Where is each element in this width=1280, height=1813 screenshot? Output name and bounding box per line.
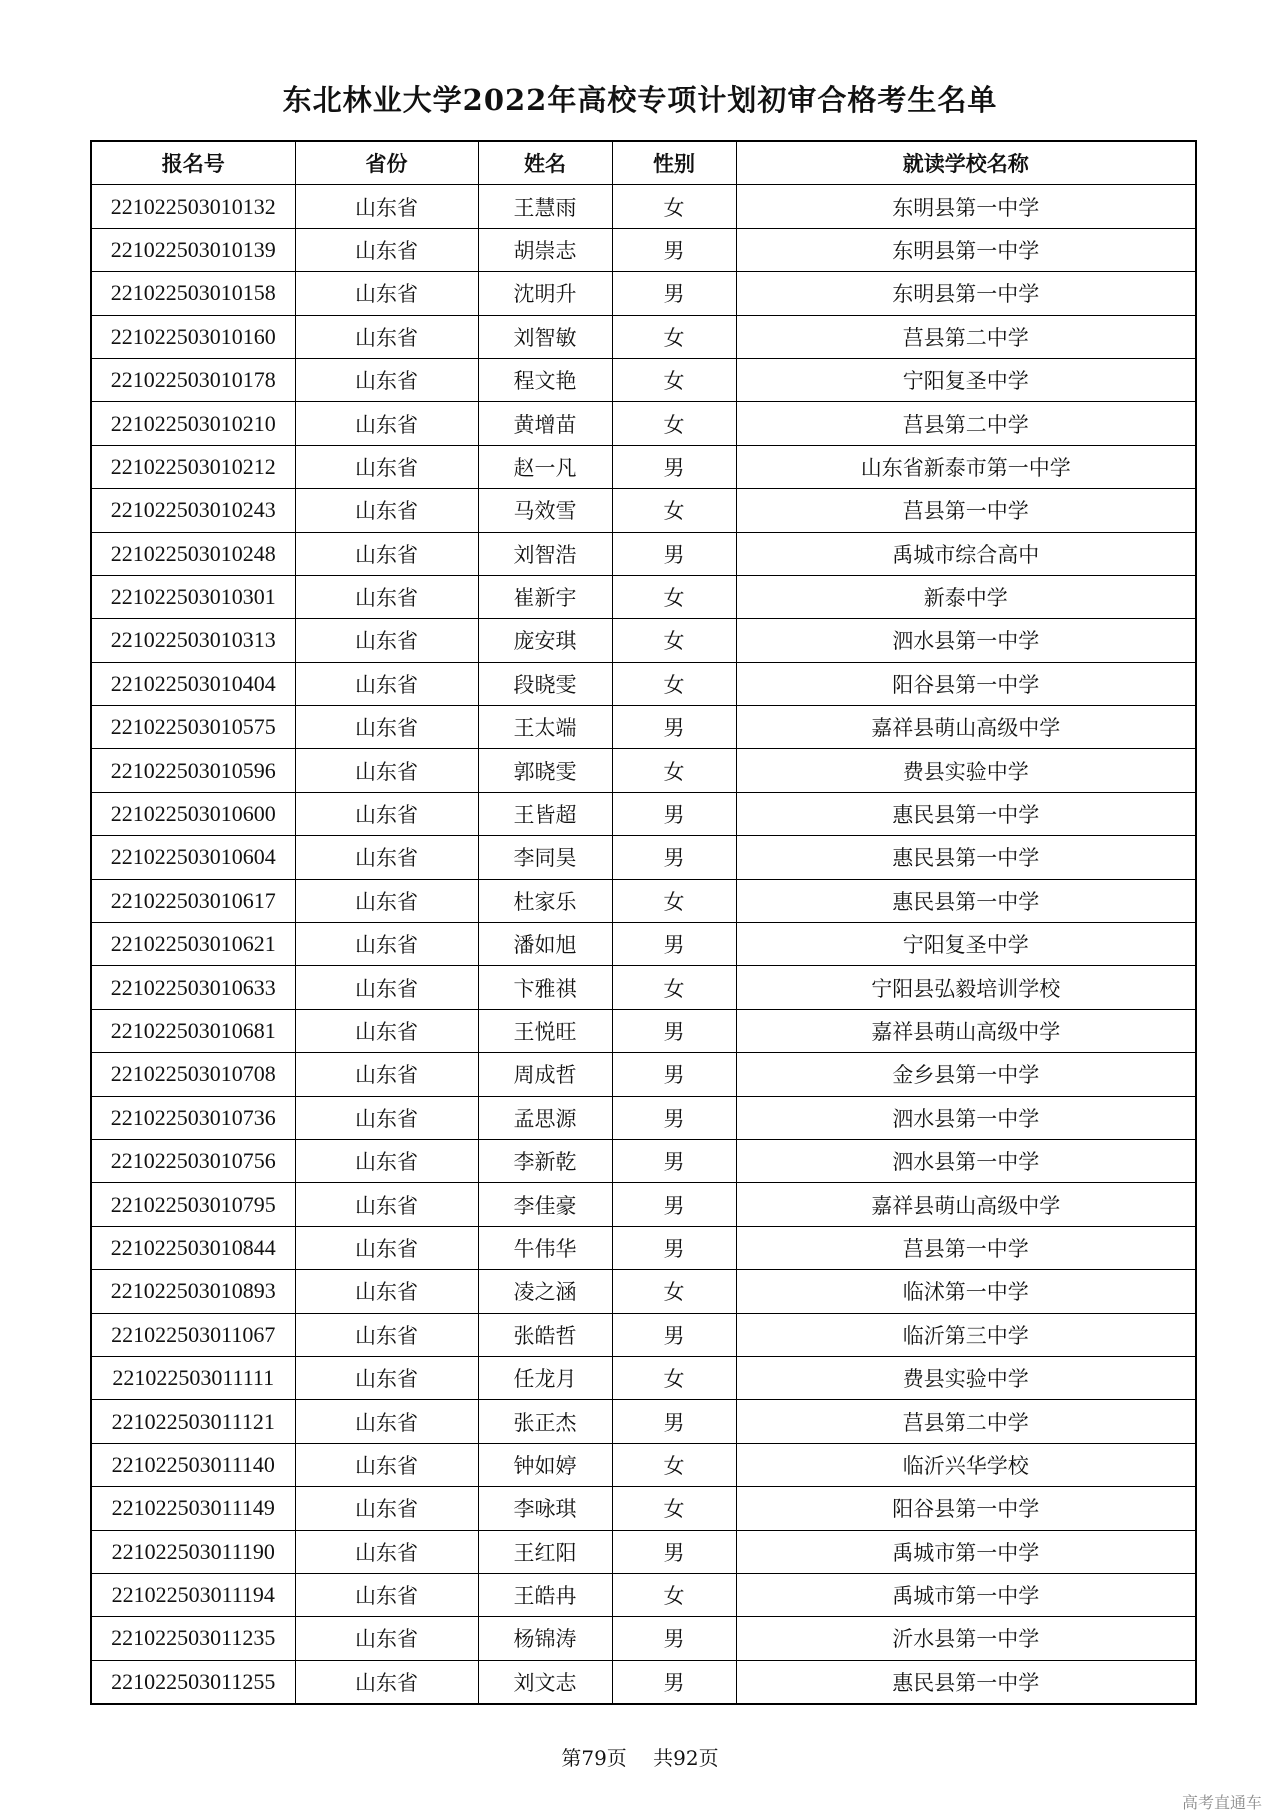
gender-cell: 男 (612, 532, 736, 575)
name-cell: 胡崇志 (478, 228, 612, 271)
registration-number-cell: 221022503010596 (91, 749, 295, 792)
name-cell: 段晓雯 (478, 662, 612, 705)
gender-cell: 男 (612, 445, 736, 488)
school-cell: 莒县第一中学 (736, 489, 1196, 532)
table-row (91, 315, 1196, 358)
registration-number-cell: 221022503010893 (91, 1270, 295, 1313)
table-row (91, 228, 1196, 271)
province-cell: 山东省 (295, 228, 478, 271)
name-cell: 孟思源 (478, 1096, 612, 1139)
province-cell: 山东省 (295, 966, 478, 1009)
name-cell: 刘文志 (478, 1660, 612, 1704)
name-cell: 李同昊 (478, 836, 612, 879)
gender-cell: 男 (612, 1660, 736, 1704)
gender-cell: 女 (612, 1443, 736, 1486)
registration-number-cell: 221022503011235 (91, 1617, 295, 1660)
school-cell: 惠民县第一中学 (736, 836, 1196, 879)
school-cell: 莒县第二中学 (736, 402, 1196, 445)
registration-number-cell: 221022503011190 (91, 1530, 295, 1573)
province-cell: 山东省 (295, 1096, 478, 1139)
page-total: 共92页 (653, 1746, 719, 1770)
province-cell: 山东省 (295, 1530, 478, 1573)
province-cell: 山东省 (295, 662, 478, 705)
table-row (91, 1356, 1196, 1399)
school-cell: 临沂兴华学校 (736, 1443, 1196, 1486)
province-cell: 山东省 (295, 923, 478, 966)
gender-cell: 女 (612, 358, 736, 401)
registration-number-cell: 221022503011121 (91, 1400, 295, 1443)
gender-cell: 女 (612, 185, 736, 228)
province-cell: 山东省 (295, 1660, 478, 1704)
header-province: 省份 (295, 141, 478, 185)
gender-cell: 女 (612, 1270, 736, 1313)
registration-number-cell: 221022503010212 (91, 445, 295, 488)
gender-cell: 男 (612, 1313, 736, 1356)
gender-cell: 男 (612, 1053, 736, 1096)
header-school: 就读学校名称 (736, 141, 1196, 185)
header-gender: 性别 (612, 141, 736, 185)
province-cell: 山东省 (295, 445, 478, 488)
registration-number-cell: 221022503011149 (91, 1487, 295, 1530)
school-cell: 费县实验中学 (736, 749, 1196, 792)
gender-cell: 女 (612, 315, 736, 358)
school-cell: 嘉祥县萌山高级中学 (736, 706, 1196, 749)
name-cell: 李咏琪 (478, 1487, 612, 1530)
school-cell: 阳谷县第一中学 (736, 1487, 1196, 1530)
school-cell: 莒县第二中学 (736, 1400, 1196, 1443)
school-cell: 临沭第一中学 (736, 1270, 1196, 1313)
school-cell: 宁阳县弘毅培训学校 (736, 966, 1196, 1009)
table-row (91, 1139, 1196, 1182)
school-cell: 惠民县第一中学 (736, 879, 1196, 922)
gender-cell: 女 (612, 402, 736, 445)
school-cell: 惠民县第一中学 (736, 1660, 1196, 1704)
province-cell: 山东省 (295, 1356, 478, 1399)
school-cell: 宁阳复圣中学 (736, 923, 1196, 966)
school-cell: 阳谷县第一中学 (736, 662, 1196, 705)
name-cell: 卞雅祺 (478, 966, 612, 1009)
gender-cell: 男 (612, 1530, 736, 1573)
table-row (91, 923, 1196, 966)
name-cell: 张正杰 (478, 1400, 612, 1443)
name-cell: 庞安琪 (478, 619, 612, 662)
name-cell: 王皓冉 (478, 1573, 612, 1616)
table-row (91, 185, 1196, 228)
gender-cell: 女 (612, 662, 736, 705)
registration-number-cell: 221022503010178 (91, 358, 295, 401)
registration-number-cell: 221022503010844 (91, 1226, 295, 1269)
table-row (91, 1530, 1196, 1573)
registration-number-cell: 221022503010575 (91, 706, 295, 749)
gender-cell: 男 (612, 228, 736, 271)
registration-number-cell: 221022503010313 (91, 619, 295, 662)
name-cell: 刘智敏 (478, 315, 612, 358)
province-cell: 山东省 (295, 272, 478, 315)
name-cell: 任龙月 (478, 1356, 612, 1399)
gender-cell: 男 (612, 1096, 736, 1139)
table-row (91, 1009, 1196, 1052)
header-name: 姓名 (478, 141, 612, 185)
name-cell: 沈明升 (478, 272, 612, 315)
registration-number-cell: 221022503010621 (91, 923, 295, 966)
province-cell: 山东省 (295, 402, 478, 445)
province-cell: 山东省 (295, 185, 478, 228)
registration-number-cell: 221022503011140 (91, 1443, 295, 1486)
school-cell: 东明县第一中学 (736, 272, 1196, 315)
name-cell: 凌之涵 (478, 1270, 612, 1313)
name-cell: 王悦旺 (478, 1009, 612, 1052)
gender-cell: 男 (612, 1400, 736, 1443)
table-row (91, 1313, 1196, 1356)
table-row (91, 1053, 1196, 1096)
page-title: 东北林业大学2022年高校专项计划初审合格考生名单 (282, 83, 998, 117)
table-row (91, 1226, 1196, 1269)
school-cell: 新泰中学 (736, 575, 1196, 618)
candidate-table (90, 140, 1197, 1705)
name-cell: 崔新宇 (478, 575, 612, 618)
table-row (91, 1660, 1196, 1704)
name-cell: 李佳豪 (478, 1183, 612, 1226)
registration-number-cell: 221022503010617 (91, 879, 295, 922)
school-cell: 禹城市第一中学 (736, 1530, 1196, 1573)
name-cell: 刘智浩 (478, 532, 612, 575)
gender-cell: 女 (612, 1573, 736, 1616)
gender-cell: 男 (612, 792, 736, 835)
table-row (91, 1487, 1196, 1530)
name-cell: 王皆超 (478, 792, 612, 835)
gender-cell: 男 (612, 1226, 736, 1269)
name-cell: 张皓哲 (478, 1313, 612, 1356)
registration-number-cell: 221022503011067 (91, 1313, 295, 1356)
gender-cell: 女 (612, 966, 736, 1009)
table-row (91, 1573, 1196, 1616)
table-header-row (91, 141, 1196, 185)
province-cell: 山东省 (295, 792, 478, 835)
gender-cell: 男 (612, 836, 736, 879)
province-cell: 山东省 (295, 1226, 478, 1269)
page-footer (0, 1742, 1280, 1771)
registration-number-cell: 221022503010132 (91, 185, 295, 228)
gender-cell: 男 (612, 1009, 736, 1052)
province-cell: 山东省 (295, 1270, 478, 1313)
province-cell: 山东省 (295, 358, 478, 401)
registration-number-cell: 221022503010301 (91, 575, 295, 618)
name-cell: 程文艳 (478, 358, 612, 401)
province-cell: 山东省 (295, 1183, 478, 1226)
registration-number-cell: 221022503010681 (91, 1009, 295, 1052)
province-cell: 山东省 (295, 489, 478, 532)
gender-cell: 男 (612, 1139, 736, 1182)
school-cell: 禹城市第一中学 (736, 1573, 1196, 1616)
table-row (91, 879, 1196, 922)
table-row (91, 575, 1196, 618)
province-cell: 山东省 (295, 1617, 478, 1660)
school-cell: 金乡县第一中学 (736, 1053, 1196, 1096)
table-row (91, 402, 1196, 445)
gender-cell: 女 (612, 749, 736, 792)
name-cell: 郭晓雯 (478, 749, 612, 792)
table-row (91, 1400, 1196, 1443)
province-cell: 山东省 (295, 1139, 478, 1182)
school-cell: 莒县第二中学 (736, 315, 1196, 358)
table-row (91, 272, 1196, 315)
province-cell: 山东省 (295, 532, 478, 575)
gender-cell: 女 (612, 879, 736, 922)
registration-number-cell: 221022503010736 (91, 1096, 295, 1139)
school-cell: 嘉祥县萌山高级中学 (736, 1183, 1196, 1226)
gender-cell: 男 (612, 1617, 736, 1660)
school-cell: 东明县第一中学 (736, 228, 1196, 271)
school-cell: 临沂第三中学 (736, 1313, 1196, 1356)
gender-cell: 女 (612, 489, 736, 532)
province-cell: 山东省 (295, 749, 478, 792)
school-cell: 沂水县第一中学 (736, 1617, 1196, 1660)
table-row (91, 1183, 1196, 1226)
table-row (91, 489, 1196, 532)
name-cell: 李新乾 (478, 1139, 612, 1182)
name-cell: 马效雪 (478, 489, 612, 532)
province-cell: 山东省 (295, 706, 478, 749)
registration-number-cell: 221022503010795 (91, 1183, 295, 1226)
table-row (91, 445, 1196, 488)
name-cell: 王慧雨 (478, 185, 612, 228)
name-cell: 黄增苗 (478, 402, 612, 445)
name-cell: 赵一凡 (478, 445, 612, 488)
province-cell: 山东省 (295, 1573, 478, 1616)
table-row (91, 836, 1196, 879)
school-cell: 嘉祥县萌山高级中学 (736, 1009, 1196, 1052)
registration-number-cell: 221022503010158 (91, 272, 295, 315)
name-cell: 周成哲 (478, 1053, 612, 1096)
registration-number-cell: 221022503010210 (91, 402, 295, 445)
table-row (91, 1096, 1196, 1139)
name-cell: 钟如婷 (478, 1443, 612, 1486)
table-row (91, 662, 1196, 705)
gender-cell: 男 (612, 272, 736, 315)
school-cell: 泗水县第一中学 (736, 619, 1196, 662)
gender-cell: 女 (612, 619, 736, 662)
province-cell: 山东省 (295, 1400, 478, 1443)
school-cell: 莒县第一中学 (736, 1226, 1196, 1269)
registration-number-cell: 221022503010404 (91, 662, 295, 705)
table-row (91, 792, 1196, 835)
province-cell: 山东省 (295, 575, 478, 618)
table-row (91, 706, 1196, 749)
registration-number-cell: 221022503010756 (91, 1139, 295, 1182)
registration-number-cell: 221022503011255 (91, 1660, 295, 1704)
province-cell: 山东省 (295, 1443, 478, 1486)
table-row (91, 749, 1196, 792)
registration-number-cell: 221022503010600 (91, 792, 295, 835)
name-cell: 王红阳 (478, 1530, 612, 1573)
registration-number-cell: 221022503010243 (91, 489, 295, 532)
gender-cell: 男 (612, 923, 736, 966)
gender-cell: 女 (612, 575, 736, 618)
province-cell: 山东省 (295, 1053, 478, 1096)
table-row (91, 1270, 1196, 1313)
registration-number-cell: 221022503011194 (91, 1573, 295, 1616)
table-body (91, 185, 1196, 1704)
name-cell: 杨锦涛 (478, 1617, 612, 1660)
registration-number-cell: 221022503010248 (91, 532, 295, 575)
registration-number-cell: 221022503010633 (91, 966, 295, 1009)
name-cell: 牛伟华 (478, 1226, 612, 1269)
province-cell: 山东省 (295, 1487, 478, 1530)
registration-number-cell: 221022503010160 (91, 315, 295, 358)
school-cell: 惠民县第一中学 (736, 792, 1196, 835)
table-row (91, 1443, 1196, 1486)
province-cell: 山东省 (295, 836, 478, 879)
gender-cell: 女 (612, 1356, 736, 1399)
gender-cell: 男 (612, 706, 736, 749)
province-cell: 山东省 (295, 1313, 478, 1356)
school-cell: 宁阳复圣中学 (736, 358, 1196, 401)
table-row (91, 532, 1196, 575)
registration-number-cell: 221022503010139 (91, 228, 295, 271)
registration-number-cell: 221022503010604 (91, 836, 295, 879)
table-row (91, 619, 1196, 662)
watermark-text: 高考直通车 (1181, 1793, 1262, 1812)
registration-number-cell: 221022503011111 (91, 1356, 295, 1399)
school-cell: 禹城市综合高中 (736, 532, 1196, 575)
name-cell: 潘如旭 (478, 923, 612, 966)
name-cell: 杜家乐 (478, 879, 612, 922)
table-row (91, 1617, 1196, 1660)
province-cell: 山东省 (295, 879, 478, 922)
school-cell: 泗水县第一中学 (736, 1139, 1196, 1182)
registration-number-cell: 221022503010708 (91, 1053, 295, 1096)
school-cell: 泗水县第一中学 (736, 1096, 1196, 1139)
page-number: 第79页 (561, 1746, 627, 1770)
province-cell: 山东省 (295, 619, 478, 662)
school-cell: 山东省新泰市第一中学 (736, 445, 1196, 488)
header-registration-number: 报名号 (91, 141, 295, 185)
province-cell: 山东省 (295, 315, 478, 358)
table-row (91, 966, 1196, 1009)
gender-cell: 男 (612, 1183, 736, 1226)
name-cell: 王太端 (478, 706, 612, 749)
table-row (91, 358, 1196, 401)
school-cell: 费县实验中学 (736, 1356, 1196, 1399)
gender-cell: 女 (612, 1487, 736, 1530)
province-cell: 山东省 (295, 1009, 478, 1052)
school-cell: 东明县第一中学 (736, 185, 1196, 228)
